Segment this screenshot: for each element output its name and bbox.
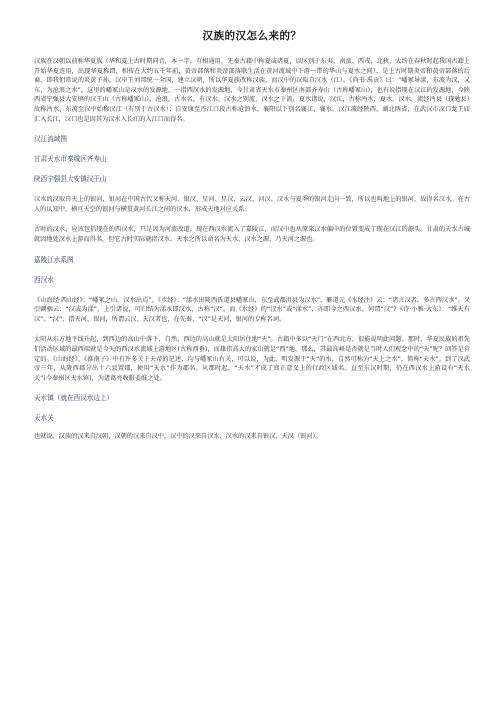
caption-tianshui-pass: 天水关: [34, 414, 54, 423]
paragraph-tianshui: 太阳从东方地平线升起，到西边的高山中落下，自然，西边的高山就是太阳居住地“天”。古籍中多以“天门”在西北方，很能说明此问题。那时，华夏民族的祖先们活动区域的最西端就是今天的西汉水流域上游地区(古称西垂)，而雄伟高大的家山就是“西”地，那么，其最高峰是否就是当时人们观念中的“天”呢？回答是肯定的。《山海经》、《淮南子》中有许多关于天帝的记述，均与嶓冢山有关，可以说，为此，明发源于“天”的水，自然可称为“天上之水”，简称“天水”。到了汉武帝三年，从陇西郡分出十六县置郡，便用“天水”作为郡名。从那时起，“天水”才成了真正意义上的行政区域名。直至东汉时期，仍在西汉水上游设有“天水关”(今秦州区天水镇)，为诸葛亮收服姜维之处。: [34, 336, 470, 382]
paragraph-ancient-han-river: 古时的汉水，应该包括现在的西汉水，只是因为河流改道，现在西汉水流入了嘉陵江，而汉中也从原来汉水偏中的位置变成了现在汉江的源头。甘肃的天水古城就因地处汉水上游而得名，但它古时实际就指汉水。天水之所以命名为天水，汉水之源，乃天河之源也。: [34, 226, 470, 243]
caption-jialing-river-map: 嘉陵江水系图: [34, 255, 74, 264]
paragraph-conclusion: 也就说，汉族的汉来自汉朝，汉朝的汉来自汉中，汉中的汉来自汉水，汉水的汉来自银汉，天汉（银河）。: [34, 433, 322, 441]
caption-west-han-river: 西汉水: [34, 275, 54, 284]
caption-hanjiang-basin-map: 汉江流域图: [34, 135, 67, 144]
paragraph-origin: 汉族在汉朝以前称华夏族（华和夏上古时期同音，本一字，互相通用，先秦古籍中称夏或诸夏，以区别于东夷、南蛮、西戎、北狄，大约在春秋时起我国古籍上开始华夏连用，出现华夏称谓，相传在大约五千年前，黄帝部落和炎帝部落联生活在黄河流域中下游一带的华山与夏水之间），是上古时期炎帝和黄帝部落的后裔，即我们常说的炎黄子孙。汉中王刘邦统一全国，建立汉朝，所以华夏族改称汉族，而汉中的汉取自汉水（江）。《尚书·禹贡》曰：“嶓冢导漾，东流为汉，又东，为沧浪之水”，这里的嶓冢山是汉水的发源地，一指西汉水的发源地，今甘肃省天水市秦州区南部齐寿山（古称嶓冢山），也有说指现在汉江的发源地，今陕西省宁强县大安镇的汉王山（古称嶓冢山），沧浪，古水名，有汉水、汉水之别流、汉水之下流、夏水诸说，汉江，古称沔水，夏水，汉水，流经沔县（现勉县）故称沔水，东流至汉中始称汉江（有别于古汉水）；自安康至丹江口段古称沧浪水，襄阳以下别名襄江，襄水。汉江流经陕西，湖北两省，在武汉市汉口龙王庙汇入长江，汉口也是因其为汉水入长江的入江口而得名。: [34, 58, 470, 123]
caption-tianshui-town: 天水镇（就在西汉水边上）: [34, 394, 114, 403]
page-title: 汉族的汉怎么来的？: [202, 30, 302, 42]
caption-hanwang-mountain: 陕西宁强县大安镇汉王山: [34, 175, 107, 184]
paragraph-milky-way: 汉水的汉取自天上的银河，银河在中国古代又称天河、银汉、星河、星汉、云汉，河汉。汉水与夏季的银河走向一致，所以也叫地上的银河，故得名汉水。在古人的认知中，横亘天空的银河与横贯黄河长江之间的汉水，形成天地对应关系。: [34, 196, 470, 213]
paragraph-shanhaijing: 《山海经·西山经》：“嶓冢之山，汉水出焉”。《水经》：“漾水出陇西氐道县嶓冢山，东至武都沮县为汉水”，郦道元《水经注》云：“诸言汉者，多言西汉水”。又引阚骃云：“汉或为漾”，上引诸说，可归结为漾水即汉水，古称“汉”。而《水经》的“汉水”或“漾水”，亦即今之西汉水。何谓“汉”?《诗·小雅·大东》：“维天有汉”。“汉”，指天河、银河，所谓云汉、天汉者也，在先秦，“汉”是天河、银河的专称名词。: [34, 296, 470, 323]
document-body: [34, 0, 470, 453]
caption-qishou-mountain: 甘肃天水市秦城区齐寿山: [34, 155, 107, 164]
